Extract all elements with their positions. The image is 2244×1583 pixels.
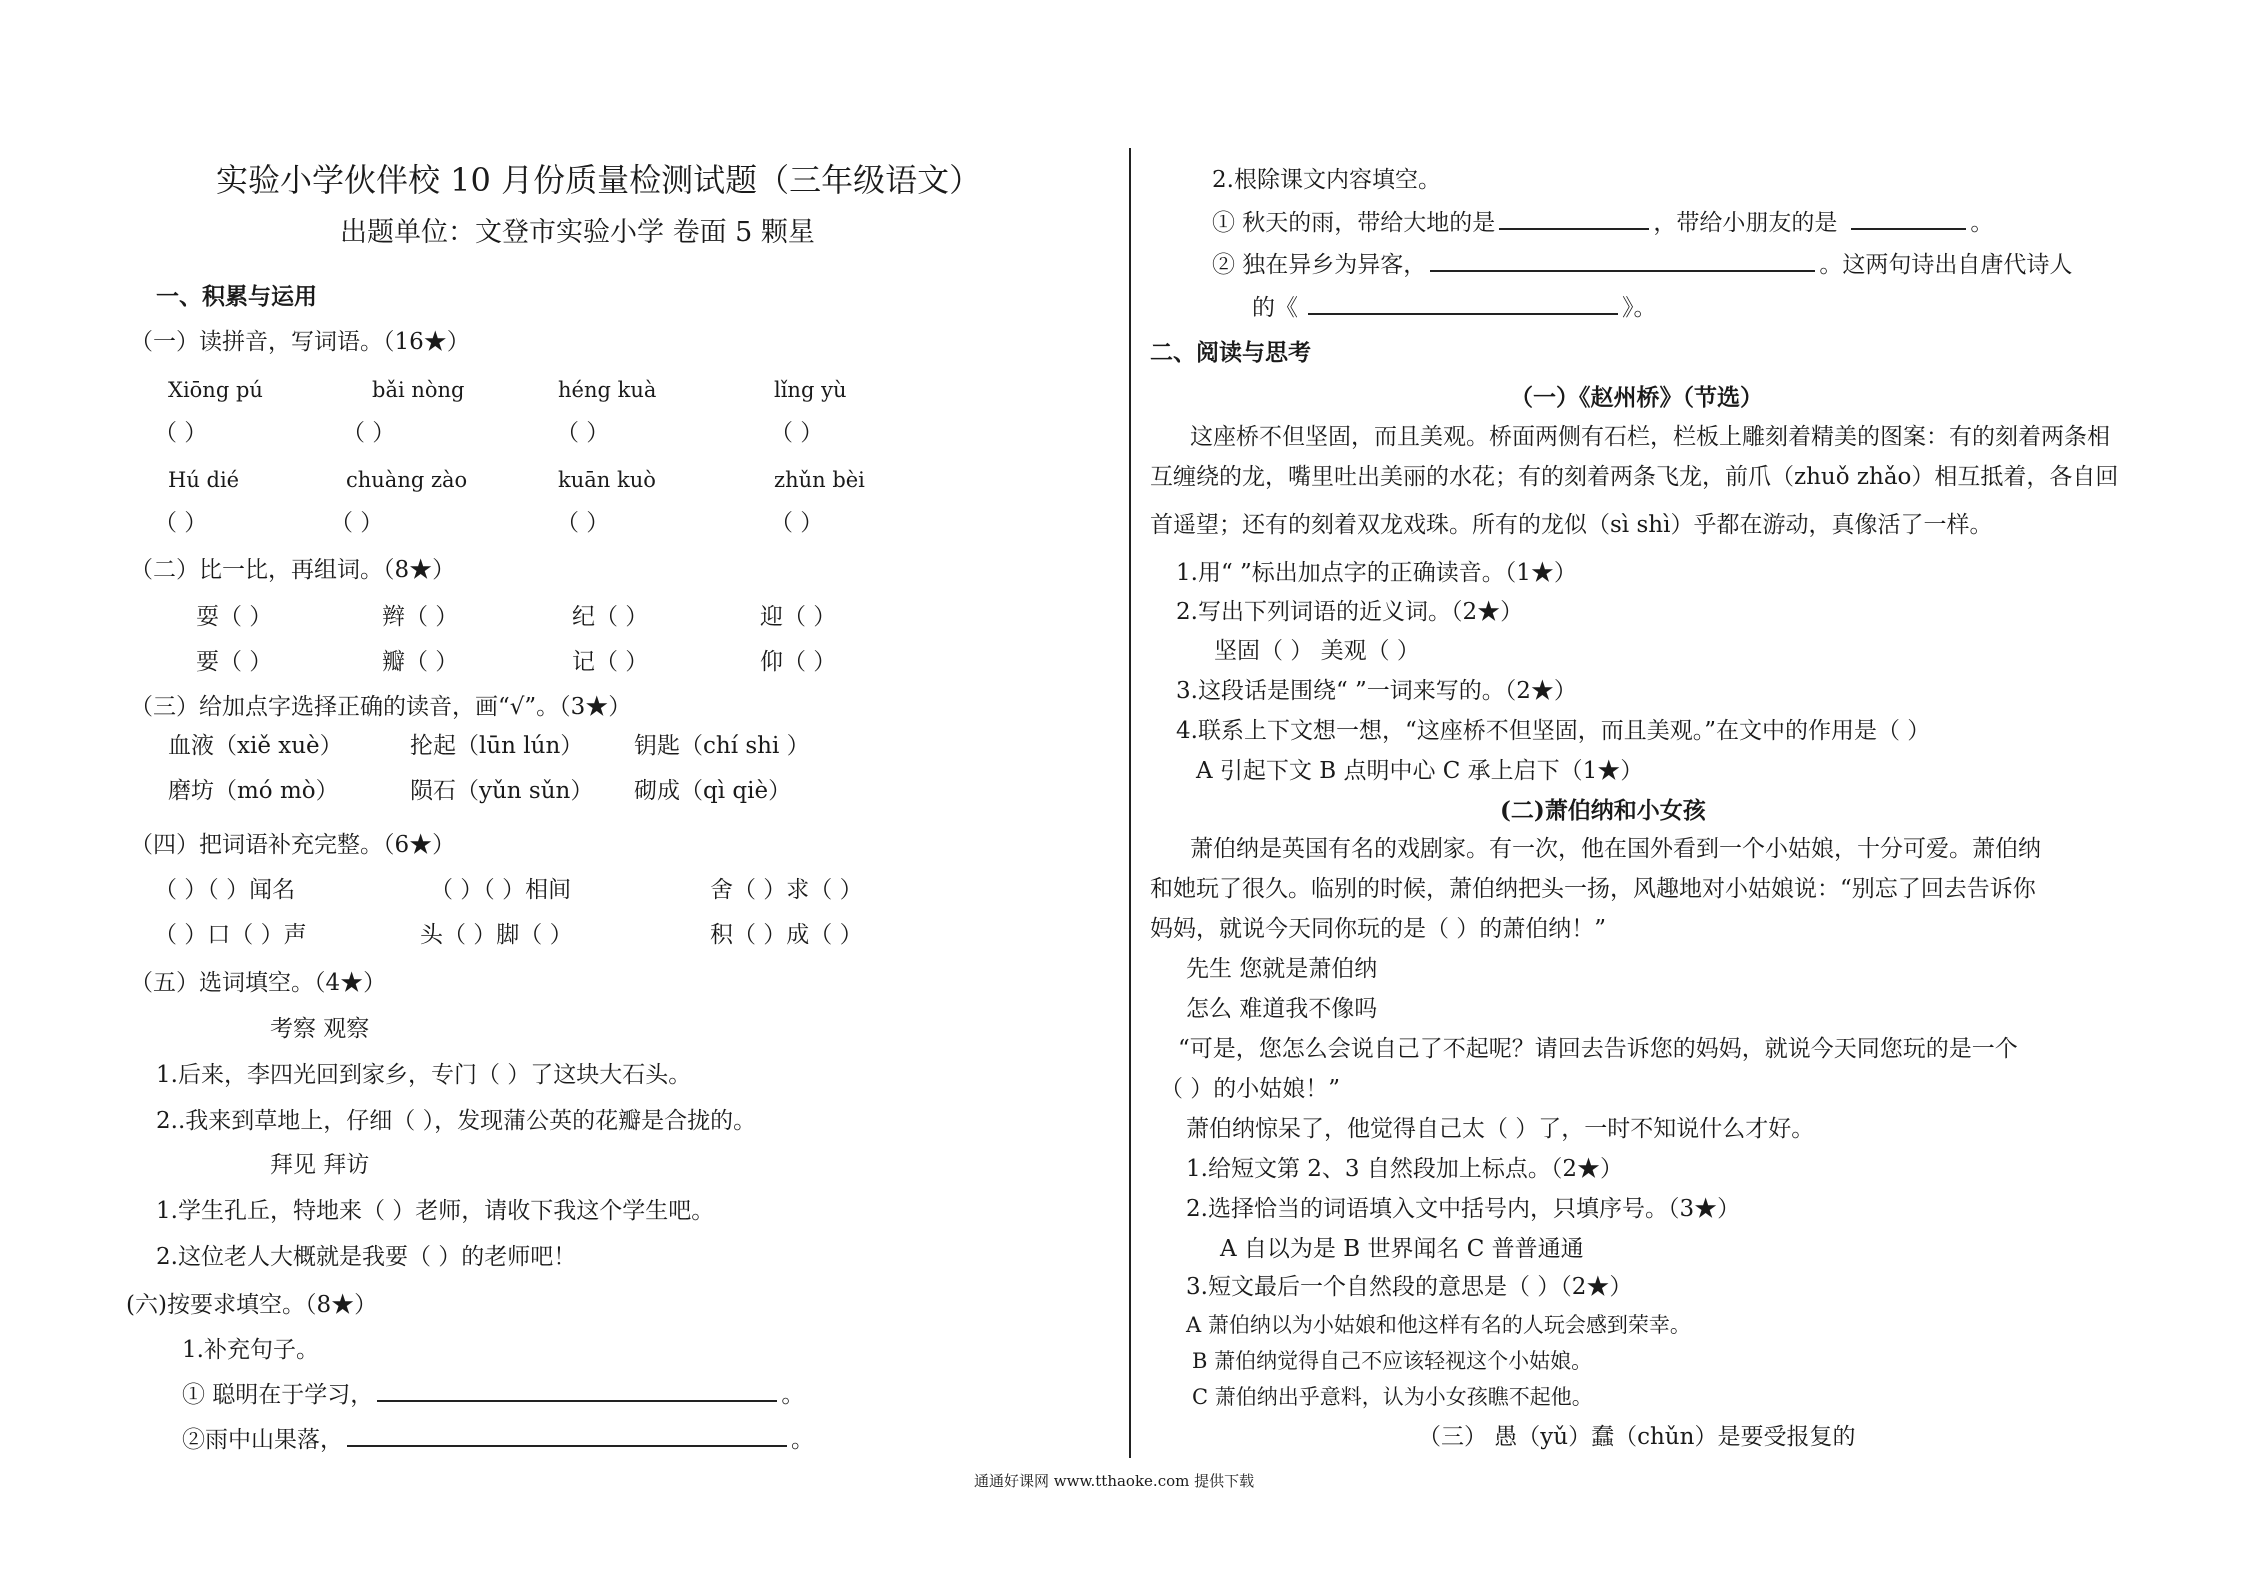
answer-line[interactable] — [1851, 208, 1966, 230]
answer-options[interactable]: A 自以为是 B 世界闻名 C 普普通通 — [1220, 1236, 1584, 1262]
pinyin: kuān kuò — [558, 468, 656, 492]
answer-option[interactable]: B 萧伯纳觉得自己不应该轻视这个小姑娘。 — [1192, 1349, 1593, 1373]
answer-blank[interactable]: （ ） — [154, 420, 208, 446]
passage-line: “可是，您怎么会说自己了不起呢？请回去告诉您的妈妈，就说今天同您玩的是一个 — [1178, 1036, 2018, 1062]
fill-sentence[interactable]: ②雨中山果落， 。 — [182, 1427, 814, 1453]
pron-item[interactable]: 磨坊（mó mò） — [168, 778, 339, 804]
sentence[interactable]: 1.学生孔丘，特地来（ ）老师，请收下我这个学生吧。 — [156, 1198, 715, 1224]
compare-item[interactable]: 瓣（ ） — [382, 649, 459, 675]
pron-item[interactable]: 陨石（yǔn sǔn） — [410, 778, 594, 804]
passage-line: 这座桥不但坚固，而且美观。桥面两侧有石栏，栏板上雕刻着精美的图案：有的刻着两条相 — [1190, 424, 2110, 450]
sub-question: 1.补充句子。 — [182, 1337, 319, 1363]
passage-title: (二)萧伯纳和小女孩 — [1500, 797, 1706, 824]
question-heading: （二）比一比，再组词。（8★） — [130, 557, 456, 583]
passage-line: 萧伯纳惊呆了，他觉得自己太（ ）了，一时不知说什么才好。 — [1186, 1116, 1815, 1142]
idiom-fill[interactable]: （ ）（ ）闻名 — [154, 877, 296, 903]
sub-question[interactable]: 4.联系上下文想一想，“这座桥不但坚固，而且美观。”在文中的作用是（ ） — [1176, 718, 1931, 744]
passage-line: 怎么 难道我不像吗 — [1186, 996, 1378, 1022]
compare-item[interactable]: 记（ ） — [572, 649, 649, 675]
word-options: 考察 观察 — [270, 1016, 370, 1042]
answer-blank[interactable]: （ ） — [342, 420, 396, 446]
compare-item[interactable]: 辫（ ） — [382, 604, 459, 630]
pinyin: héng kuà — [558, 378, 657, 402]
synonym-fill[interactable]: 坚固（ ） 美观（ ） — [1214, 638, 1420, 664]
passage-line: 首遥望；还有的刻着双龙戏珠。所有的龙似（sì shì）乎都在游动，真像活了一样。 — [1150, 512, 1993, 538]
column-divider — [1129, 148, 1131, 1458]
passage-title: （三） 愚（yǔ）蠢（chǔn）是要受报复的 — [1418, 1424, 1856, 1450]
sentence[interactable]: 2..我来到草地上，仔细（ ），发现蒲公英的花瓣是合拢的。 — [156, 1108, 757, 1134]
compare-item[interactable]: 纪（ ） — [572, 604, 649, 630]
passage-line: 和她玩了很久。临别的时候，萧伯纳把头一扬，风趣地对小姑娘说：“别忘了回去告诉你 — [1150, 876, 2036, 902]
question-heading: (六)按要求填空。（8★） — [126, 1292, 378, 1318]
answer-blank[interactable]: （ ） — [556, 420, 610, 446]
answer-line[interactable] — [1430, 250, 1815, 272]
pinyin: Hú dié — [168, 468, 240, 492]
answer-options[interactable]: A 引起下文 B 点明中心 C 承上启下（1★） — [1196, 758, 1644, 784]
passage-line: 互缠绕的龙，嘴里吐出美丽的水花；有的刻着两条飞龙，前爪（zhuǒ zhǎo）相互抵着，各自回 — [1150, 464, 2119, 490]
idiom-fill[interactable]: （ ）（ ）相间 — [430, 877, 572, 903]
answer-line[interactable] — [347, 1425, 787, 1447]
idiom-fill[interactable]: （ ）口（ ）声 — [154, 922, 307, 948]
compare-item[interactable]: 耍（ ） — [196, 604, 273, 630]
fill-sentence[interactable]: ① 秋天的雨，带给大地的是 ，带给小朋友的是 。 — [1212, 210, 1994, 236]
pron-item[interactable]: 抡起（lūn lún） — [410, 733, 584, 759]
sub-question[interactable]: 1.用“ ”标出加点字的正确读音。（1★） — [1176, 560, 1577, 586]
passage-line: 先生 您就是萧伯纳 — [1186, 956, 1378, 982]
sub-question: 2.选择恰当的词语填入文中括号内，只填序号。（3★） — [1186, 1196, 1741, 1222]
answer-blank[interactable]: （ ） — [556, 510, 610, 536]
sub-question: 2.根除课文内容填空。 — [1212, 167, 1441, 193]
sentence[interactable]: 1.后来，李四光回到家乡，专门（ ）了这块大石头。 — [156, 1062, 692, 1088]
compare-item[interactable]: 迎（ ） — [760, 604, 837, 630]
section-heading: 二、阅读与思考 — [1150, 339, 1311, 366]
idiom-fill[interactable]: 舍（ ）求（ ） — [710, 877, 863, 903]
sentence[interactable]: 2.这位老人大概就是我要（ ）的老师吧！ — [156, 1244, 577, 1270]
sub-question[interactable]: 3.这段话是围绕“ ”一词来写的。（2★） — [1176, 678, 1577, 704]
answer-blank[interactable]: （ ） — [330, 510, 384, 536]
idiom-fill[interactable]: 积（ ）成（ ） — [710, 922, 863, 948]
passage-line: 妈妈，就说今天同你玩的是（ ）的萧伯纳！” — [1150, 916, 1607, 942]
passage-line: （ ）的小姑娘！” — [1160, 1076, 1341, 1102]
pron-item[interactable]: 砌成（qì qiè） — [634, 778, 792, 804]
sentence-text: ②雨中山果落， — [182, 1427, 343, 1453]
question-heading: （三）给加点字选择正确的读音，画“√”。（3★） — [130, 694, 632, 720]
sentence-text: ① 聪明在于学习， — [182, 1382, 374, 1408]
footer-text: 通通好课网 www.tthaoke.com 提供下载 — [974, 1472, 1255, 1490]
page-subtitle: 出题单位：文登市实验小学 卷面 5 颗星 — [340, 217, 815, 248]
sub-question: 1.给短文第 2、3 自然段加上标点。（2★） — [1186, 1156, 1623, 1182]
pron-item[interactable]: 钥匙（chí shi ） — [634, 733, 810, 759]
sub-question[interactable]: 3.短文最后一个自然段的意思是（ ）（2★） — [1186, 1274, 1633, 1300]
answer-line[interactable] — [1308, 293, 1618, 315]
compare-item[interactable]: 仰（ ） — [760, 649, 837, 675]
question-heading: （五）选词填空。（4★） — [130, 970, 387, 996]
fill-sentence[interactable]: ② 独在异乡为异客， 。这两句诗出自唐代诗人 — [1212, 252, 2073, 278]
fill-sentence[interactable]: 的《 》。 — [1252, 295, 1657, 321]
pinyin: Xiōng pú — [168, 378, 263, 402]
answer-blank[interactable]: （ ） — [770, 510, 824, 536]
word-options: 拜见 拜访 — [270, 1152, 370, 1178]
page-title: 实验小学伙伴校 10 月份质量检测试题（三年级语文） — [216, 161, 982, 199]
compare-item[interactable]: 要（ ） — [196, 649, 273, 675]
answer-line[interactable] — [1499, 208, 1649, 230]
question-heading: （四）把词语补充完整。（6★） — [130, 832, 456, 858]
passage-line: 萧伯纳是英国有名的戏剧家。有一次，他在国外看到一个小姑娘，十分可爱。萧伯纳 — [1190, 836, 2041, 862]
section-heading: 一、积累与运用 — [156, 283, 317, 310]
answer-blank[interactable]: （ ） — [154, 510, 208, 536]
answer-blank[interactable]: （ ） — [770, 420, 824, 446]
pron-item[interactable]: 血液（xiě xuè） — [168, 733, 343, 759]
answer-line[interactable] — [377, 1380, 777, 1402]
pinyin: chuàng zào — [346, 468, 468, 492]
pinyin: bǎi nòng — [372, 378, 465, 402]
question-heading: （一）读拼音，写词语。（16★） — [130, 329, 470, 355]
fill-sentence[interactable]: ① 聪明在于学习， 。 — [182, 1382, 805, 1408]
sub-question: 2.写出下列词语的近义词。（2★） — [1176, 599, 1524, 625]
pinyin: lǐng yù — [774, 378, 847, 402]
answer-option[interactable]: C 萧伯纳出乎意料，认为小女孩瞧不起他。 — [1192, 1385, 1593, 1409]
answer-option[interactable]: A 萧伯纳以为小姑娘和他这样有名的人玩会感到荣幸。 — [1186, 1313, 1691, 1337]
pinyin: zhǔn bèi — [774, 468, 865, 492]
idiom-fill[interactable]: 头（ ）脚（ ） — [420, 922, 573, 948]
passage-title: （一）《赵州桥》（节选） — [1510, 384, 1763, 411]
